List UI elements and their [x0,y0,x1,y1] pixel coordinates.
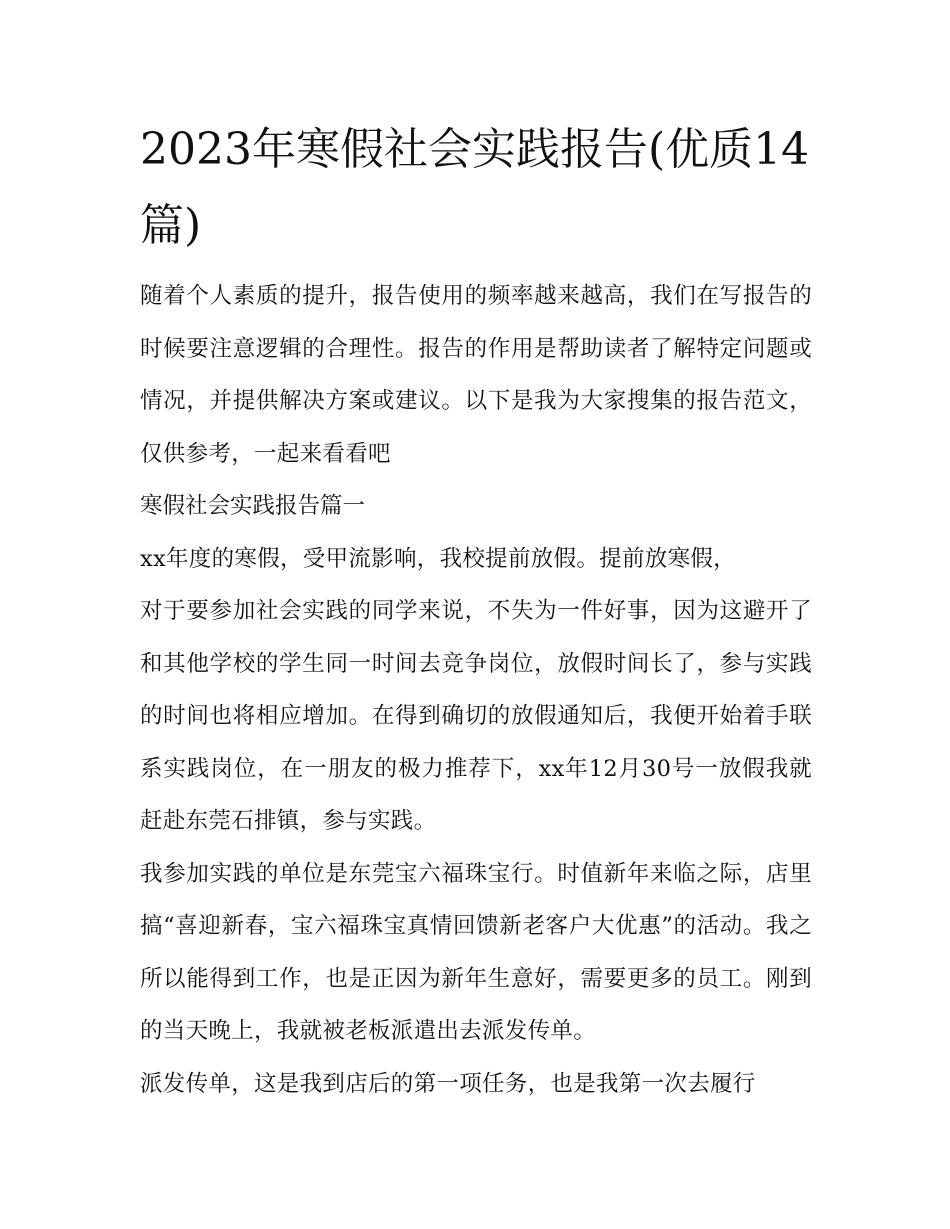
body-paragraph: 派发传单，这是我到店后的第一项任务，也是我第一次去履行 [140,1070,756,1097]
document-content [140,112,812,1110]
body-paragraph: 我参加实践的单位是东莞宝六福珠宝行。时值新年来临之际，店里搞“喜迎新春，宝六福珠宝真情回馈新老客户大优惠”的活动。我之所以能得到工作，也是正因为新年生意好，需要更多的员工。刚到的当天晚上，我就被老板派遣出去派发传单。 [140,860,812,1044]
body-paragraph: xx年度的寒假，受甲流影响，我校提前放假。提前放寒假， [140,545,736,572]
section-heading: 寒假社会实践报告篇一 [140,493,366,519]
intro-paragraph: 随着个人素质的提升，报告使用的频率越来越高，我们在写报告的时候要注意逻辑的合理性。报告的作用是帮助读者了解特定问题或情况，并提供解决方案或建议。以下是我为大家搜集的报告范文，仅供参考，一起来看看吧 [140,283,812,467]
body-paragraph: 对于要参加社会实践的同学来说，不失为一件好事，因为这避开了和其他学校的学生同一时间去竞争岗位，放假时间长了，参与实践的时间也将相应增加。在得到确切的放假通知后，我便开始着手联系实践岗位，在一朋友的极力推荐下，xx年12月30号一放假我就赶赴东莞石排镇，参与实践。 [140,598,812,834]
document-title: 2023年寒假社会实践报告(优质14篇) [140,124,810,251]
